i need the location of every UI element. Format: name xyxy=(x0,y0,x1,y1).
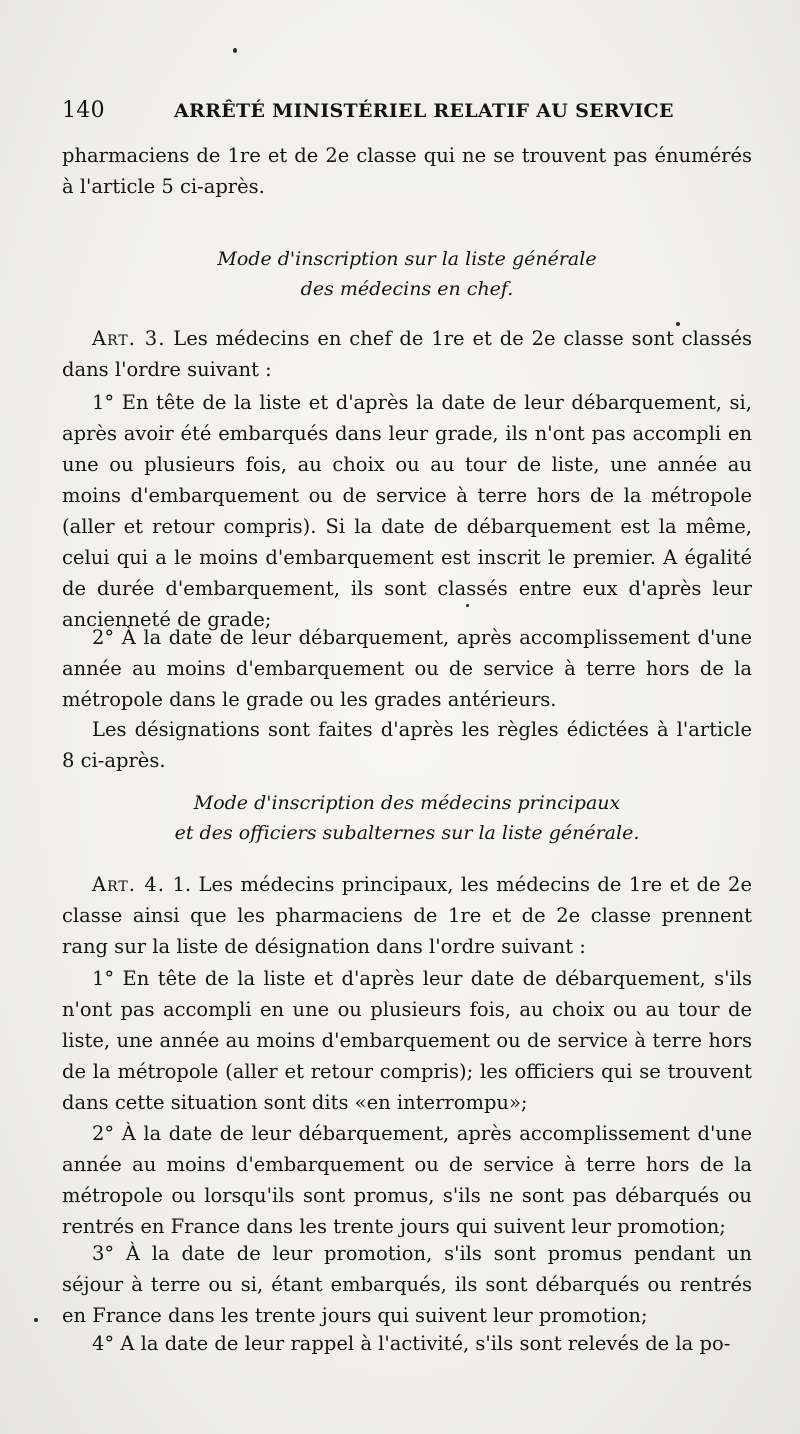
page-number: 140 xyxy=(62,98,105,123)
paragraph-intro: pharmaciens de 1re et de 2e classe qui ne se trouvent pas énumérés à l'article 5 ci-après. xyxy=(62,144,752,198)
section-heading-medecins-en-chef xyxy=(62,244,752,304)
article-text: Les médecins en chef de 1re et de 2e classe sont classés dans l'ordre suivant : xyxy=(62,327,753,381)
article-4-item-3: 3° À la date de leur promotion, s'ils sont promus pendant un séjour à terre ou si, étant embarqués, ils sont débarqués ou rentrés en France dans les trente jours qui suivent leur promotion; xyxy=(62,1242,752,1327)
article-4-item-1: 1° En tête de la liste et d'après leur date de débarquement, s'ils n'ont pas accompli en une ou plusieurs fois, au choix ou au tour de liste, une année au moins d'embarquement ou de service à terre hors de la métropole (aller et retour compris); les officiers qui se trouvent dans cette situation sont dits «en interrompu»; xyxy=(62,967,752,1114)
print-speck xyxy=(233,48,237,53)
running-title: ARRÊTÉ MINISTÉRIEL RELATIF AU SERVICE xyxy=(174,100,674,122)
heading-line: Mode d'inscription des médecins principaux xyxy=(193,792,621,814)
article-4-item-4: 4° A la date de leur rappel à l'activité, s'ils sont relevés de la po- xyxy=(92,1332,731,1355)
print-speck xyxy=(34,1318,38,1322)
print-speck xyxy=(676,322,680,326)
article-text: 1. Les médecins principaux, les médecins de 1re et de 2e classe ainsi que les pharmaciens de 1re et de 2e classe prennent rang sur la liste de désignation dans l'ordre suivant : xyxy=(62,873,752,958)
article-4-intro xyxy=(62,869,752,962)
heading-line: des médecins en chef. xyxy=(300,278,514,300)
article-label: Art. 4. xyxy=(92,873,165,896)
article-3-item-1: 1° En tête de la liste et d'après la date de leur débarquement, si, après avoir été embarqués dans leur grade, ils n'ont pas accompli en une ou plusieurs fois, au choix ou au tour de liste, une année au moins d'embarquement ou de service à terre hors de la métropole (aller et retour compris). Si la date de débarquement est la même, celui qui a le moins d'embarquement est inscrit le premier. A égalité de durée d'embarquement, ils sont classés entre eux d'après leur ancienneté de grade; xyxy=(62,391,752,631)
heading-line: et des officiers subalternes sur la liste générale. xyxy=(174,822,640,844)
heading-line: Mode d'inscription sur la liste générale xyxy=(217,248,597,270)
article-3-item-2: 2° À la date de leur débarquement, après accomplissement d'une année au moins d'embarquement ou de service à terre hors de la métropole dans le grade ou les grades antérieurs. xyxy=(62,626,752,711)
article-4-item-2: 2° À la date de leur débarquement, après accomplissement d'une année au moins d'embarquement ou de service à terre hors de la métropole ou lorsqu'ils sont promus, s'ils ne sont pas débarqués ou rentrés en France dans les trente jours qui suivent leur promotion; xyxy=(62,1122,752,1238)
article-3-intro xyxy=(62,323,752,385)
article-3-note: Les désignations sont faites d'après les règles édictées à l'article 8 ci-après. xyxy=(62,718,752,772)
section-heading-medecins-principaux xyxy=(62,788,752,848)
article-label: Art. 3. xyxy=(92,327,166,350)
print-speck xyxy=(466,604,469,607)
